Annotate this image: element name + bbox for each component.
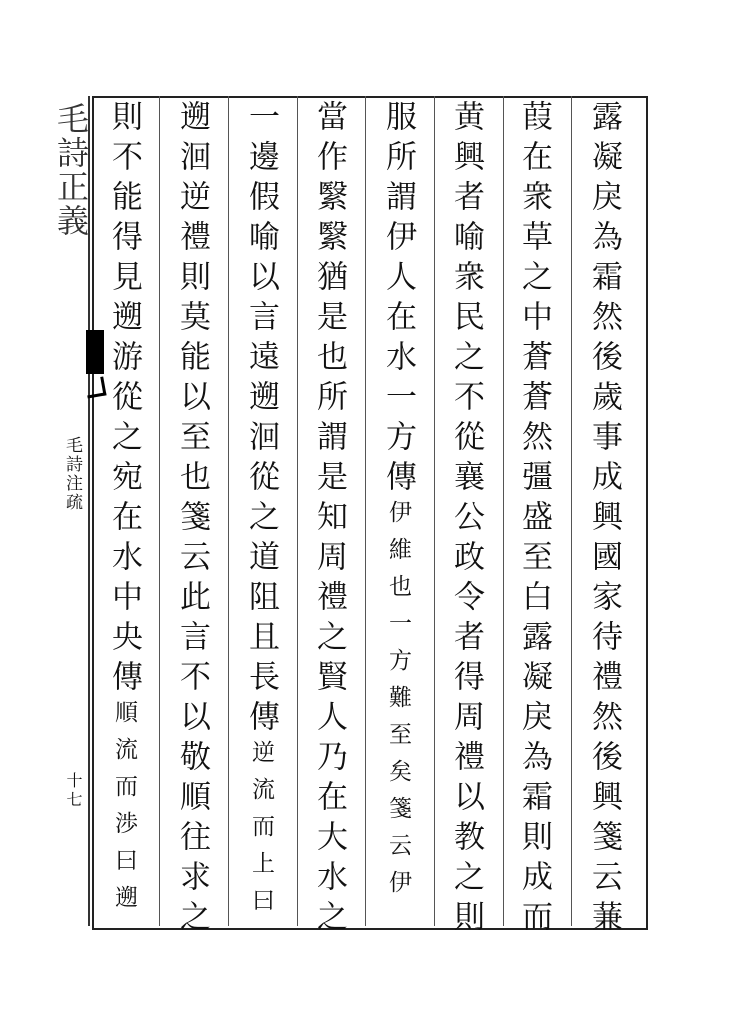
margin-page-number: 十七 bbox=[64, 772, 83, 810]
column-main-text: 服所謂伊人在水一方傳 bbox=[380, 100, 416, 500]
column-divider bbox=[365, 96, 366, 926]
column-divider bbox=[503, 96, 504, 926]
column-divider bbox=[571, 96, 572, 926]
column-note-text: 伊維也一方難至矣箋云伊 bbox=[385, 500, 411, 907]
text-column-8 bbox=[106, 100, 142, 922]
column-main-text: 黄興者喻衆民之不從襄公政令者得周禮以教之則 bbox=[448, 100, 484, 940]
column-main-text: 一邊假喻以言遠遡洄從之道阻且長傳 bbox=[243, 100, 279, 740]
margin-title: 毛詩正義 bbox=[52, 102, 90, 238]
text-column-4 bbox=[380, 100, 416, 920]
fish-tail-mark bbox=[86, 330, 104, 374]
column-divider bbox=[228, 96, 229, 926]
column-main-text: 葭在衆草之中蒼蒼然彊盛至白露凝戾為霜則成而 bbox=[516, 100, 552, 940]
column-main-text: 則不能得見遡游從之宛在水中央傳 bbox=[106, 100, 142, 700]
text-column-7 bbox=[174, 100, 210, 940]
margin-book-title: 毛詩注疏 bbox=[62, 436, 82, 512]
column-main-text: 當作繄繄猶是也所謂是知周禮之賢人乃在大水之 bbox=[311, 100, 347, 940]
corner-mark bbox=[84, 376, 106, 398]
text-column-2 bbox=[516, 100, 552, 940]
text-column-3 bbox=[448, 100, 484, 940]
text-column-1 bbox=[586, 100, 622, 940]
column-main-text: 露凝戾為霜然後歲事成興國家待禮然後興箋云蒹 bbox=[586, 100, 622, 940]
text-column-6 bbox=[243, 100, 279, 925]
column-note-text: 順流而渉曰遡 bbox=[111, 700, 137, 922]
column-divider bbox=[159, 96, 160, 926]
column-note-text: 逆流而上曰 bbox=[248, 740, 274, 925]
text-column-5 bbox=[311, 100, 347, 940]
column-divider bbox=[297, 96, 298, 926]
column-divider bbox=[434, 96, 435, 926]
column-main-text: 遡洄逆禮則莫能以至也箋云此言不以敬順往求之 bbox=[174, 100, 210, 940]
